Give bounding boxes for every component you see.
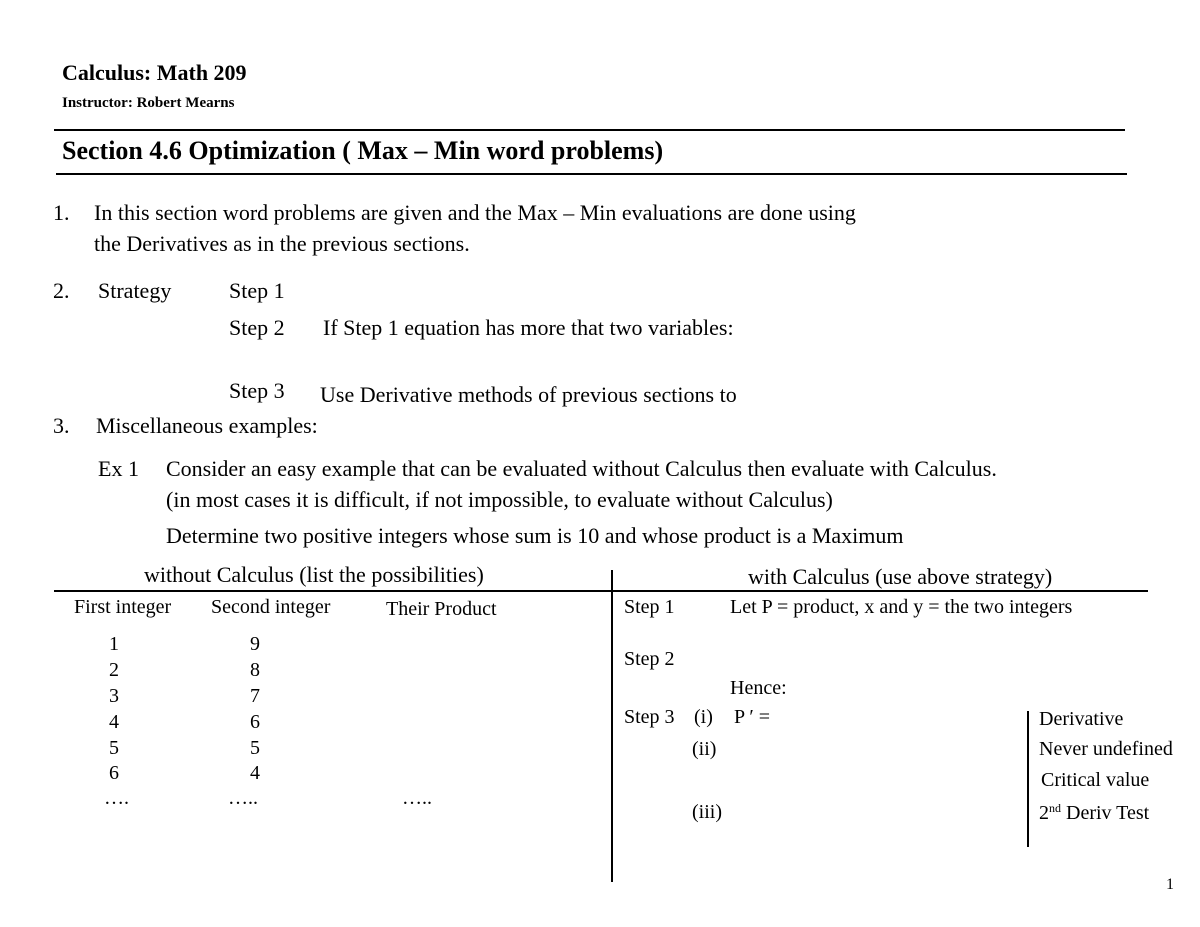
strategy-step3-text: Use Derivative methods of previous sections to	[320, 382, 737, 407]
note-derivative: Derivative	[1039, 708, 1124, 730]
example-label: Ex 1	[98, 456, 139, 481]
left-panel-heading: without Calculus (list the possibilities)	[144, 562, 484, 587]
panel-divider	[611, 570, 613, 882]
example-line1: Consider an easy example that can be evaluated without Calculus then evaluate with Calculus.	[166, 456, 997, 481]
deriv-test-sup: nd	[1049, 801, 1061, 815]
note-second-deriv-test	[1039, 802, 1149, 825]
cell-second: 6	[250, 711, 260, 733]
calc-step2-label: Step 2	[624, 648, 675, 670]
calc-step1-text: Let P = product, x and y = the two integers	[730, 596, 1073, 618]
column-header-product: Their Product	[386, 598, 497, 620]
item2-number: 2.	[53, 278, 70, 303]
column-header-second: Second integer	[211, 596, 331, 618]
deriv-test-num: 2	[1039, 802, 1049, 824]
cell-second: 5	[250, 737, 260, 759]
cell-first: 6	[109, 762, 119, 784]
strategy-step2-text: If Step 1 equation has more that two variables:	[323, 315, 734, 340]
item1-line1: In this section word problems are given and the Max – Min evaluations are done using	[94, 200, 856, 225]
calc-part-i: (i)	[694, 706, 713, 728]
note-never-undefined: Never undefined	[1039, 738, 1173, 760]
calc-step3-label: Step 3	[624, 706, 675, 728]
cell-first: 1	[109, 633, 119, 655]
cell-first: ….	[104, 787, 129, 809]
cell-second: 8	[250, 659, 260, 681]
cell-second: 7	[250, 685, 260, 707]
table-top-rule	[54, 590, 1148, 592]
right-panel-heading: with Calculus (use above strategy)	[748, 564, 1053, 589]
cell-first: 5	[109, 737, 119, 759]
example-line3: Determine two positive integers whose sum is 10 and whose product is a Maximum	[166, 523, 904, 548]
strategy-step1: Step 1	[229, 278, 285, 303]
note-critical-value: Critical value	[1041, 769, 1150, 791]
calc-p-prime: P ′ =	[734, 706, 771, 728]
calc-part-iii: (iii)	[692, 801, 722, 823]
example-line2: (in most cases it is difficult, if not impossible, to evaluate without Calculus)	[166, 487, 833, 512]
title-top-rule	[54, 129, 1125, 131]
item3-number: 3.	[53, 413, 70, 438]
cell-second: 4	[250, 762, 260, 784]
column-header-first: First integer	[74, 596, 172, 618]
section-title: Section 4.6 Optimization ( Max – Min word problems)	[62, 136, 664, 165]
page-number: 1	[1166, 876, 1174, 893]
cell-first: 4	[109, 711, 119, 733]
course-title: Calculus: Math 209	[62, 60, 247, 85]
calc-part-ii: (ii)	[692, 738, 717, 760]
calc-hence: Hence:	[730, 677, 787, 699]
strategy-step2: Step 2	[229, 315, 285, 340]
instructor-name: Instructor: Robert Mearns	[62, 95, 235, 111]
strategy-step3: Step 3	[229, 378, 285, 403]
calc-step1-label: Step 1	[624, 596, 675, 618]
cell-product: …..	[402, 787, 432, 809]
item1-number: 1.	[53, 200, 70, 225]
cell-first: 3	[109, 685, 119, 707]
strategy-label: Strategy	[98, 278, 172, 303]
side-notes-divider	[1027, 711, 1029, 847]
cell-first: 2	[109, 659, 119, 681]
item1-line2: the Derivatives as in the previous sections.	[94, 231, 470, 256]
cell-second: …..	[228, 787, 258, 809]
cell-second: 9	[250, 633, 260, 655]
title-bottom-rule	[56, 173, 1127, 175]
deriv-test-rest: Deriv Test	[1061, 802, 1150, 824]
item3-label: Miscellaneous examples:	[96, 413, 318, 438]
